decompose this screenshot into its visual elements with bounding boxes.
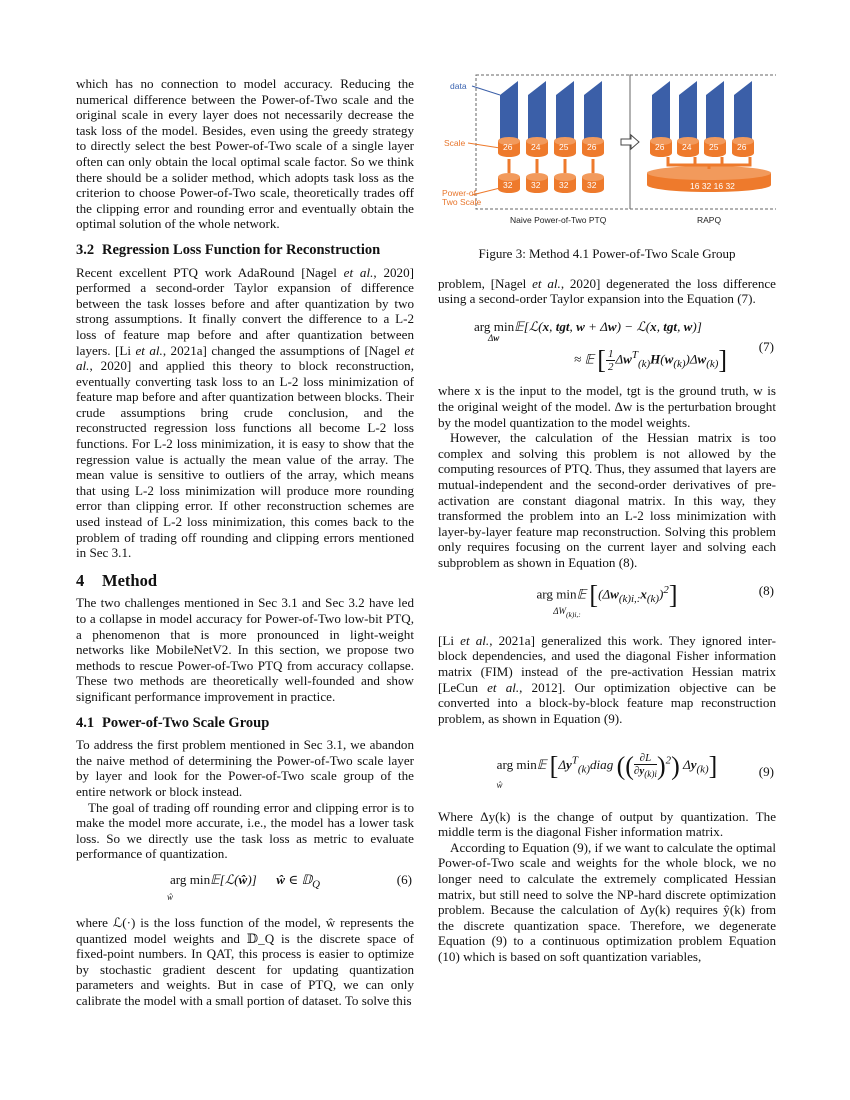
equation-9: arg min𝔼 [$\Delta y^T_{(k)}diag$ (( $\frac{\partial L}{\partial y_{(k)i}}$ )$^2$) $\Delta y_{(k)}$] ŵ (9) xyxy=(496,751,774,790)
naive-scale-value: 25 xyxy=(559,142,569,152)
label-pot: Power-of- Two Scale xyxy=(442,188,482,207)
section-4-1-paragraph-3: where ℒ(·) is the loss function of the model, ŵ represents the quantized model weights and 𝔻_Q is the discrete space of fixed-point numbers. In QAT, this process is easier to optimize by stochastic gradient descent for updating quantization parameters and weights. But in case of PTQ, we can only calibrate the model with a small portion of dataset. To solve this xyxy=(76,915,414,1009)
equation-8: arg min𝔼 $[(\Delta w_{(k)i,:}x_{(k)})^2]$ $\Delta W_{(k)i,:}$ (8) xyxy=(536,580,774,619)
naive-pot-value: 32 xyxy=(559,180,569,190)
naive-scale-value: 26 xyxy=(587,142,597,152)
label-data: data xyxy=(450,81,467,91)
label-rapq: RAPQ xyxy=(697,215,722,225)
right-paragraph-5: Where Δy(k) is the change of output by quantization. The middle term is the diagonal Fisher information matrix. xyxy=(438,808,776,840)
naive-scale-value: 24 xyxy=(531,142,541,152)
rapq-scale-value: 26 xyxy=(737,142,747,152)
right-paragraph-3: However, the calculation of the Hessian matrix is too complex and solving this problem is not allowed by the computing resources of PTQ. Thus, they assumed that layers are mutual-independent and the second-order derivatives of pre-activation are constant diagonal matrix. In this way, they transformed the problem into an L-2 loss minimization with layer-by-layer feature map reconstruction. Solving this problem only requires focusing on the current layer and solving each subproblem as shown in Equation (8). xyxy=(438,430,776,570)
section-4-heading: 4 Method xyxy=(76,570,157,590)
scale-pointer xyxy=(468,143,500,148)
right-column xyxy=(438,73,776,965)
left-column xyxy=(76,76,414,1009)
section-4-1-paragraph-1: To address the first problem mentioned in Sec 3.1, we abandon the naive method of determining the Power-of-Two scale layer by layer and look for the Power-of-Two scale group of the entire network or block instead. xyxy=(76,737,414,799)
equation-7: arg min𝔼[ℒ(x, tgt, w + Δw) − ℒ(x, tgt, w)] Δw ≈ 𝔼 [ $\frac{1}{2}$ $\Delta w^T_{(k)}H(w_{(k)})\Delta w_{(k)}$] (7) xyxy=(474,318,774,376)
rapq-scale-value: 24 xyxy=(682,142,692,152)
intro-paragraph: which has no connection to model accuracy. Reducing the numerical difference between the Power-of-Two scale and the original scale in every layer does not necessarily decrease the task loss of the model. Besides, even using the greedy strategy to directly select the best Power-of-Two scale of a single layer often can only obtain the local optimal scale factor. So we think there should be a solider method, which adopts task loss as the criterion to choose Power-of-Two scale, theoretically trades off the clipping error and rounding error and eventually obtain the optimal solution of the whole network. xyxy=(76,76,414,232)
naive-pot-value: 32 xyxy=(587,180,597,190)
naive-scale-value: 26 xyxy=(503,142,513,152)
rapq-group-values: 16 32 16 32 xyxy=(690,181,735,191)
figure-3-diagram xyxy=(438,73,776,238)
section-3-2-paragraph: Recent excellent PTQ work AdaRound [Nagel et al., 2020] performed a second-order Taylor expansion of difference between the task losses before and after quantization by two strong assumptions. It finally convert the difference to a L-2 loss of feature map before and after quantization between layers. [Li et al., 2021a] changed the assumptions of [Nagel et al., 2020] and applied this theory to block reconstruction, eventually converting task loss to an L-2 loss minimization of feature map before and after quantization between blocks. Their crude assumptions bring crude conclusion, and the reconstructed regression loss functions all become L-2 loss functions. For L-2 loss minimization, it is easy to show that the regression value is actually the mean value of the array. The mean value is sensitive to outliers of the array, which means that using L-2 loss minimization will produce more rounding error than clipping error. If other reconstruction schemes are used instead of L-2 loss minimization, this comes back to the problem of trading off rounding and clipping errors mentioned in Sec 3.1. xyxy=(76,264,414,561)
section-4-paragraph: The two challenges mentioned in Sec 3.1 and Sec 3.2 have led to a collapse in model accuracy for Power-of-Two low-bit PTQ, a phenomenon that is more pronounced in light-weight networks like MobileNetV2. In this section, we propose two methods to rescue Power-of-Two PTQ from accuracy collapse. These two methods are theoretically well-founded and show significant performance improvement in practice. xyxy=(76,595,414,704)
right-paragraph-2: where x is the input to the model, tgt is the ground truth, w is the original weight of the model. Δw is the perturbation brought by the model quantization to the model weights. xyxy=(438,383,776,430)
equation-6: arg min𝔼[ℒ(ŵ)] ŵ ∈ 𝔻$_Q$ ŵ (6) xyxy=(166,871,412,903)
section-4-1-paragraph-2: The goal of trading off rounding error and clipping error is to make the model more accurate, i.e., the model has a lower task loss. So we directly use the task loss as metric to evaluate performance of quantization. xyxy=(76,799,414,862)
label-scale: Scale xyxy=(444,138,466,148)
rapq-scale-value: 25 xyxy=(709,142,719,152)
figure-3 xyxy=(438,73,776,238)
right-paragraph-4: [Li et al., 2021a] generalized this work. They ignored inter-block dependencies, and used the diagonal Fisher information matrix (FIM) instead of the pre-activation Hessian matrix [LeCun et al., 2012]. Our optimization objective can be converted into a block-by-block feature map reconstruction problem, as shown in Equation (9). xyxy=(438,632,776,726)
right-paragraph-1: problem, [Nagel et al., 2020] degenerated the loss difference using a second-order Taylor expansion into the Equation (7). xyxy=(438,275,776,307)
section-4-1-heading: 4.1 Power-of-Two Scale Group xyxy=(76,714,270,731)
label-naive: Naive Power-of-Two PTQ xyxy=(510,215,607,225)
figure-3-caption: Figure 3: Method 4.1 Power-of-Two Scale Group xyxy=(478,246,736,261)
naive-pot-value: 32 xyxy=(531,180,541,190)
right-paragraph-6: According to Equation (9), if we want to calculate the optimal Power-of-Two scale and weights for the whole block, we no longer need to calculate the extremely complicated Hessian matrix, but still need to solve the NP-hard discrete optimization problem. Because the calculation of Δy(k) requires ŷ(k) from the discrete quantization space. Therefore, we degenerate Equation (9) to a continuous optimization problem Equation (10) which is based on soft quantization variables, xyxy=(438,839,776,964)
rapq-scale-value: 26 xyxy=(655,142,665,152)
naive-pot-value: 32 xyxy=(503,180,513,190)
section-3-2-heading: 3.2 Regression Loss Function for Reconstruction xyxy=(76,241,381,258)
